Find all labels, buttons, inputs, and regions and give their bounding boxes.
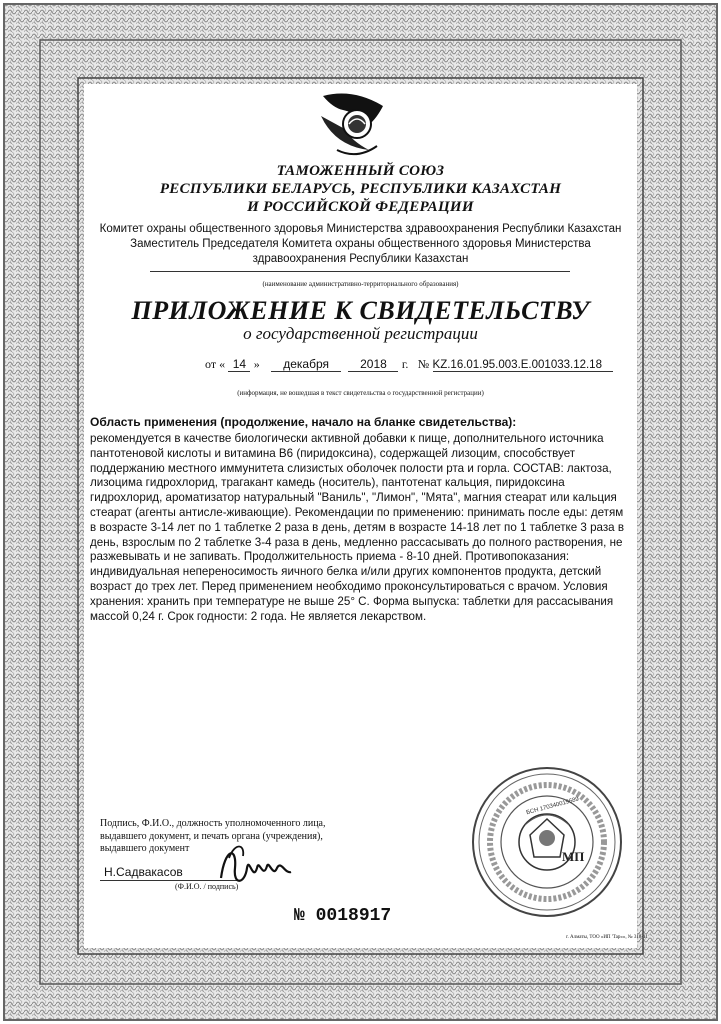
scope-text (90, 432, 632, 624)
scope-line: индивидуальная непереносимость яичного белка и/или других компонентов продукта, детский (90, 565, 602, 579)
committee-line2: Заместитель Председателя Комитета охраны общественного здоровья Министерства (130, 238, 591, 250)
stamp-bin: БСН 170340019689 (525, 796, 580, 817)
scope-line: рекомендуется в качестве биологически активной добавки к пище, дополнительного источника (90, 432, 604, 445)
scope-line: разжевывать и не запивать. Продолжительность приема - 8-10 дней. Противопоказания: (90, 550, 570, 564)
committee-line1: Комитет охраны общественного здоровья Министерства здравоохранения Республики Казахстан (99, 223, 622, 235)
scope-line: стеарат (агенты антисле-живающие). Рекомендации по применению: принимать после еды: детям (90, 505, 624, 519)
date-year-suffix: г. (401, 357, 409, 371)
scope-line: поддержанию местного иммунитета слизистых оболочек полости рта и горла. СОСТАВ: лактоза, (90, 461, 612, 475)
serial-sign: № (294, 906, 305, 926)
date-year: 2018 (348, 357, 398, 372)
date-number-line (205, 357, 635, 375)
date-day: 14 (228, 357, 250, 372)
signature-label-line: выдавшего документ (100, 843, 190, 854)
customs-union-emblem-icon (313, 86, 393, 162)
signature-label-line: выдавшего документ, и печать органа (учреждения), (100, 830, 323, 842)
serial-value: 0018917 (315, 906, 392, 926)
number-sign: № (417, 357, 430, 371)
scope-heading: Область применения (продолжение, начало на бланке свидетельства): (90, 415, 517, 429)
info-caption: (информация, не вошедшая в текст свидетельства о государственной регистрации) (237, 389, 484, 397)
page-title: ПРИЛОЖЕНИЕ К СВИДЕТЕЛЬСТВУ (131, 296, 590, 325)
signature-label-line: Подпись, Ф.И.О., должность уполномоченного лица, (100, 818, 326, 829)
official-stamp-seal (470, 765, 625, 920)
union-title-line3: И РОССИЙСКОЙ ФЕДЕРАЦИИ (247, 199, 474, 215)
scope-line: пантотеновой кислоты и витамина В6 (пиридоксина), содержащей лизоцим, способствует (90, 446, 576, 460)
committee-underline (150, 271, 570, 272)
union-title-line2: РЕСПУБЛИКИ БЕЛАРУСЬ, РЕСПУБЛИКИ КАЗАХСТАН (159, 181, 562, 197)
date-prefix: от « (205, 357, 226, 371)
committee-line3: здравоохранения Республики Казахстан (252, 253, 469, 265)
scope-line: хранения: хранить при температуре не выше 25° С. Форма выпуска: таблетки для рассасывания (90, 594, 614, 608)
signatory-name: Н.Садвакасов (104, 865, 183, 879)
printer-footer: г. Алматы, ТОО «ИП 'Тар»», № 318-11 (566, 935, 648, 940)
signature-caption: (Ф.И.О. / подпись) (175, 882, 239, 891)
handwritten-signature (215, 838, 295, 898)
union-title-line1: ТАМОЖЕННЫЙ СОЮЗ (276, 163, 445, 179)
serial-number (294, 906, 391, 926)
scope-line: в возрасте 3-14 лет по 1 таблетке 2 раза в день, детям в возрасте 14-18 лет по 1 таблетке 3 раза в (90, 520, 625, 534)
scope-line: возраст до трех лет. Перед применением необходимо проконсультироваться с врачом. Условия (90, 579, 608, 593)
date-quote-close: » (253, 357, 260, 371)
scope-line: гидрохлорид, ароматизатор натуральный "Ваниль", "Лимон", "Мята", магния стеарат или кальция (90, 491, 617, 505)
date-month: декабря (271, 357, 341, 372)
stamp-mp: МП (562, 849, 585, 864)
registration-number: KZ.16.01.95.003.E.001033.12.18 (433, 359, 613, 372)
scope-line: массой 0,24 г. Срок годности: 2 года. Не является лекарством. (90, 609, 427, 623)
committee-caption: (наименование административно-территориального образования) (262, 280, 459, 288)
page-subtitle: о государственной регистрации (243, 324, 478, 343)
scope-line: день, взрослым по 2 таблетке 3-4 раза в день, медленно рассасывать до полного растворения, не (90, 535, 623, 549)
scope-line: лизоцима гидрохлорид, трагакант камедь (носитель), пантотенат кальция, пиридоксина (90, 476, 565, 490)
